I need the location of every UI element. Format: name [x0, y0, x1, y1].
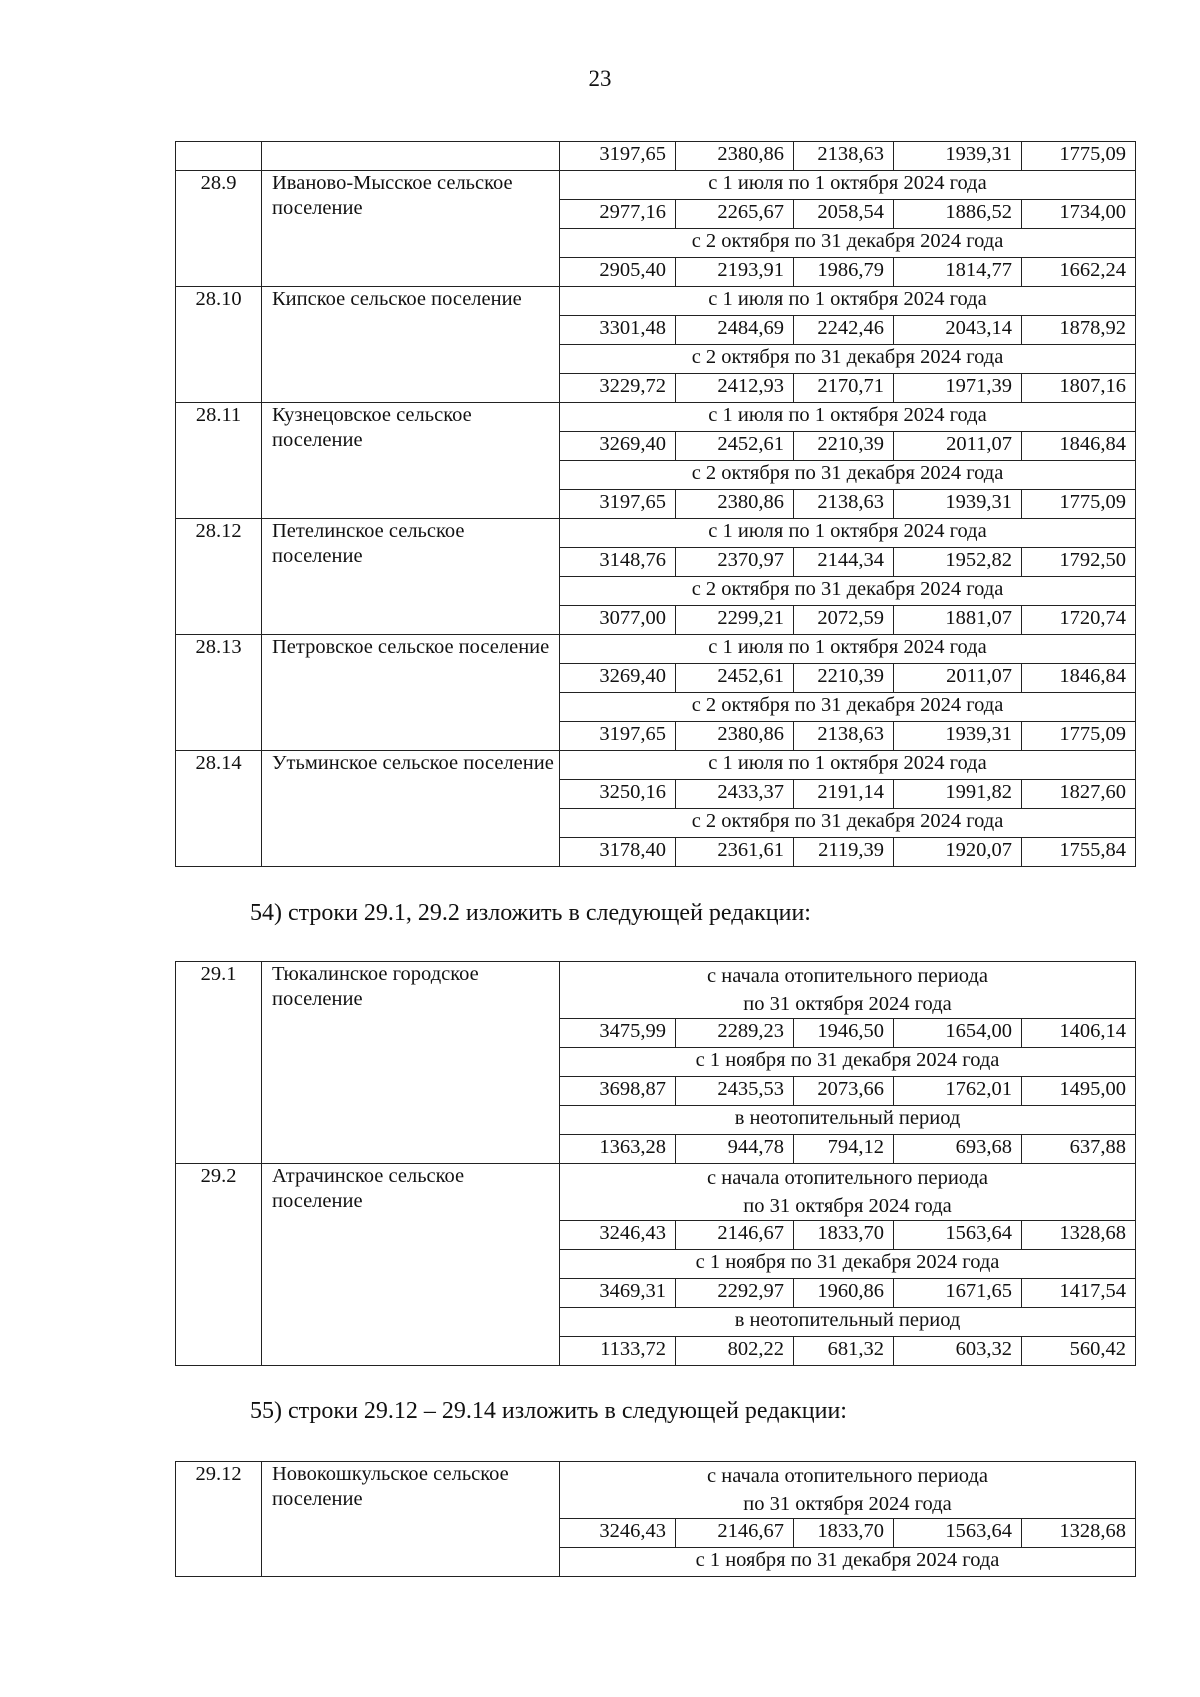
period-label: с 1 ноября по 31 декабря 2024 года — [560, 1250, 1136, 1279]
tariff-value: 3178,40 — [560, 838, 676, 867]
period-label: с 2 октября по 31 декабря 2024 года — [560, 229, 1136, 258]
period-label: с 1 июля по 1 октября 2024 года — [560, 403, 1136, 432]
tariff-value: 1671,65 — [894, 1279, 1022, 1308]
tariff-value: 1971,39 — [894, 374, 1022, 403]
row-name: Кузнецовское сельское поселение — [262, 403, 560, 519]
tariff-value: 1939,31 — [894, 490, 1022, 519]
tariff-value: 1755,84 — [1022, 838, 1136, 867]
tariff-value: 2146,67 — [676, 1221, 794, 1250]
table-row — [176, 287, 1136, 316]
tariff-value: 1762,01 — [894, 1077, 1022, 1106]
tariff-value: 1775,09 — [1022, 490, 1136, 519]
tariff-value: 2191,14 — [794, 780, 894, 809]
tariff-value: 2170,71 — [794, 374, 894, 403]
row-code: 28.10 — [176, 287, 262, 403]
tariff-value: 1807,16 — [1022, 374, 1136, 403]
tariff-value: 1846,84 — [1022, 432, 1136, 461]
tariff-value: 2433,37 — [676, 780, 794, 809]
tariff-value: 2977,16 — [560, 200, 676, 229]
tariff-value: 1363,28 — [560, 1135, 676, 1164]
row-code: 28.12 — [176, 519, 262, 635]
row-name: Иваново-Мысское сельское поселение — [262, 171, 560, 287]
tariff-value: 944,78 — [676, 1135, 794, 1164]
row-name: Кипское сельское поселение — [262, 287, 560, 403]
tariff-value: 3269,40 — [560, 664, 676, 693]
tariff-value: 1328,68 — [1022, 1221, 1136, 1250]
period-label — [560, 962, 1136, 1019]
tariff-value: 2193,91 — [676, 258, 794, 287]
tariff-value: 2058,54 — [794, 200, 894, 229]
period-label: в неотопительный период — [560, 1308, 1136, 1337]
tariff-value: 1946,50 — [794, 1019, 894, 1048]
period-label-line: по 31 октября 2024 года — [743, 1195, 952, 1217]
tariff-value: 1833,70 — [794, 1519, 894, 1548]
row-code: 29.1 — [176, 962, 262, 1164]
tariff-value: 2380,86 — [676, 722, 794, 751]
tariff-value: 1417,54 — [1022, 1279, 1136, 1308]
tariff-table-29-1-2 — [175, 961, 1136, 1366]
row-name: Новокошкульское сельское поселение — [262, 1462, 560, 1577]
tariff-value: 2299,21 — [676, 606, 794, 635]
instruction-55: 55) строки 29.12 – 29.14 изложить в следующей редакции: — [250, 1398, 847, 1424]
tariff-value: 2905,40 — [560, 258, 676, 287]
tariff-value: 1833,70 — [794, 1221, 894, 1250]
row-code: 29.12 — [176, 1462, 262, 1577]
tariff-value: 1939,31 — [894, 142, 1022, 171]
table-row — [176, 635, 1136, 664]
tariff-value: 693,68 — [894, 1135, 1022, 1164]
tariff-value: 3197,65 — [560, 142, 676, 171]
table-row — [176, 171, 1136, 200]
tariff-value: 1734,00 — [1022, 200, 1136, 229]
page-number: 23 — [588, 66, 612, 91]
tariff-value: 2119,39 — [794, 838, 894, 867]
period-label: с 1 июля по 1 октября 2024 года — [560, 751, 1136, 780]
tariff-value: 1986,79 — [794, 258, 894, 287]
tariff-value: 2072,59 — [794, 606, 894, 635]
tariff-value: 1827,60 — [1022, 780, 1136, 809]
tariff-value: 1886,52 — [894, 200, 1022, 229]
row-code: 28.14 — [176, 751, 262, 867]
tariff-value: 1495,00 — [1022, 1077, 1136, 1106]
tariff-value: 1406,14 — [1022, 1019, 1136, 1048]
tariff-value: 1881,07 — [894, 606, 1022, 635]
tariff-value: 2138,63 — [794, 142, 894, 171]
row-code: 28.13 — [176, 635, 262, 751]
tariff-value: 2370,97 — [676, 548, 794, 577]
tariff-value: 2484,69 — [676, 316, 794, 345]
tariff-value: 2138,63 — [794, 490, 894, 519]
period-label: с 2 октября по 31 декабря 2024 года — [560, 577, 1136, 606]
tariff-value: 2292,97 — [676, 1279, 794, 1308]
period-label: с 1 ноября по 31 декабря 2024 года — [560, 1548, 1136, 1577]
row-name: Петелинское сельское поселение — [262, 519, 560, 635]
tariff-value: 1775,09 — [1022, 142, 1136, 171]
tariff-value: 794,12 — [794, 1135, 894, 1164]
tariff-value: 1720,74 — [1022, 606, 1136, 635]
tariff-value: 2412,93 — [676, 374, 794, 403]
tariff-value: 560,42 — [1022, 1337, 1136, 1366]
tariff-value: 637,88 — [1022, 1135, 1136, 1164]
row-code: 28.11 — [176, 403, 262, 519]
row-name: Атрачинское сельское поселение — [262, 1164, 560, 1366]
tariff-value: 3197,65 — [560, 490, 676, 519]
period-label-line: с начала отопительного периода — [707, 1465, 988, 1487]
tariff-value: 3077,00 — [560, 606, 676, 635]
row-code: 28.9 — [176, 171, 262, 287]
tariff-value: 2452,61 — [676, 664, 794, 693]
row-name — [262, 142, 560, 171]
period-label: с 2 октября по 31 декабря 2024 года — [560, 693, 1136, 722]
row-code: 29.2 — [176, 1164, 262, 1366]
tariff-value: 2210,39 — [794, 432, 894, 461]
tariff-value: 2380,86 — [676, 142, 794, 171]
tariff-value: 2011,07 — [894, 432, 1022, 461]
tariff-value: 1133,72 — [560, 1337, 676, 1366]
tariff-value: 3250,16 — [560, 780, 676, 809]
row-name: Петровское сельское поселение — [262, 635, 560, 751]
period-label — [560, 1164, 1136, 1221]
tariff-value: 3148,76 — [560, 548, 676, 577]
tariff-value: 3197,65 — [560, 722, 676, 751]
tariff-value: 2435,53 — [676, 1077, 794, 1106]
tariff-value: 1952,82 — [894, 548, 1022, 577]
tariff-value: 2043,14 — [894, 316, 1022, 345]
tariff-value: 1878,92 — [1022, 316, 1136, 345]
period-label: с 1 ноября по 31 декабря 2024 года — [560, 1048, 1136, 1077]
tariff-value: 802,22 — [676, 1337, 794, 1366]
tariff-value: 603,32 — [894, 1337, 1022, 1366]
tariff-value: 2138,63 — [794, 722, 894, 751]
tariff-value: 2242,46 — [794, 316, 894, 345]
row-name: Тюкалинское городское поселение — [262, 962, 560, 1164]
table-row — [176, 519, 1136, 548]
period-label-line: с начала отопительного периода — [707, 1167, 988, 1189]
tariff-value: 1563,64 — [894, 1221, 1022, 1250]
tariff-value: 2146,67 — [676, 1519, 794, 1548]
tariff-value: 3269,40 — [560, 432, 676, 461]
period-label: с 2 октября по 31 декабря 2024 года — [560, 461, 1136, 490]
period-label: с 1 июля по 1 октября 2024 года — [560, 519, 1136, 548]
tariff-value: 2361,61 — [676, 838, 794, 867]
period-label-line: с начала отопительного периода — [707, 965, 988, 987]
period-label: с 1 июля по 1 октября 2024 года — [560, 171, 1136, 200]
tariff-table-28 — [175, 141, 1136, 867]
instruction-54: 54) строки 29.1, 29.2 изложить в следующей редакции: — [250, 900, 811, 926]
period-label: с 2 октября по 31 декабря 2024 года — [560, 809, 1136, 838]
row-code — [176, 142, 262, 171]
tariff-value: 3246,43 — [560, 1519, 676, 1548]
tariff-value: 2073,66 — [794, 1077, 894, 1106]
tariff-value: 1939,31 — [894, 722, 1022, 751]
tariff-value: 1991,82 — [894, 780, 1022, 809]
row-name: Утьминское сельское поселение — [262, 751, 560, 867]
period-label: в неотопительный период — [560, 1106, 1136, 1135]
tariff-value: 1563,64 — [894, 1519, 1022, 1548]
period-label: с 2 октября по 31 декабря 2024 года — [560, 345, 1136, 374]
tariff-value: 2380,86 — [676, 490, 794, 519]
tariff-value: 3469,31 — [560, 1279, 676, 1308]
period-label-line: по 31 октября 2024 года — [743, 993, 952, 1015]
tariff-value: 2452,61 — [676, 432, 794, 461]
table-row — [176, 751, 1136, 780]
table-row — [176, 142, 1136, 171]
tariff-value: 1328,68 — [1022, 1519, 1136, 1548]
tariff-value: 681,32 — [794, 1337, 894, 1366]
tariff-value: 2210,39 — [794, 664, 894, 693]
tariff-value: 1775,09 — [1022, 722, 1136, 751]
tariff-value: 3246,43 — [560, 1221, 676, 1250]
tariff-table-29-12 — [175, 1461, 1136, 1577]
tariff-value: 2289,23 — [676, 1019, 794, 1048]
tariff-value: 1920,07 — [894, 838, 1022, 867]
tariff-value: 3229,72 — [560, 374, 676, 403]
tariff-value: 2144,34 — [794, 548, 894, 577]
tariff-value: 1662,24 — [1022, 258, 1136, 287]
tariff-value: 2011,07 — [894, 664, 1022, 693]
tariff-value: 1654,00 — [894, 1019, 1022, 1048]
period-label-line: по 31 октября 2024 года — [743, 1493, 952, 1515]
tariff-value: 3475,99 — [560, 1019, 676, 1048]
tariff-value: 2265,67 — [676, 200, 794, 229]
table-row — [176, 962, 1136, 1019]
period-label: с 1 июля по 1 октября 2024 года — [560, 635, 1136, 664]
period-label — [560, 1462, 1136, 1519]
tariff-value: 3301,48 — [560, 316, 676, 345]
tariff-value: 1814,77 — [894, 258, 1022, 287]
table-row — [176, 1462, 1136, 1519]
tariff-value: 1846,84 — [1022, 664, 1136, 693]
tariff-value: 1960,86 — [794, 1279, 894, 1308]
table-row — [176, 1164, 1136, 1221]
table-row — [176, 403, 1136, 432]
period-label: с 1 июля по 1 октября 2024 года — [560, 287, 1136, 316]
tariff-value: 1792,50 — [1022, 548, 1136, 577]
tariff-value: 3698,87 — [560, 1077, 676, 1106]
